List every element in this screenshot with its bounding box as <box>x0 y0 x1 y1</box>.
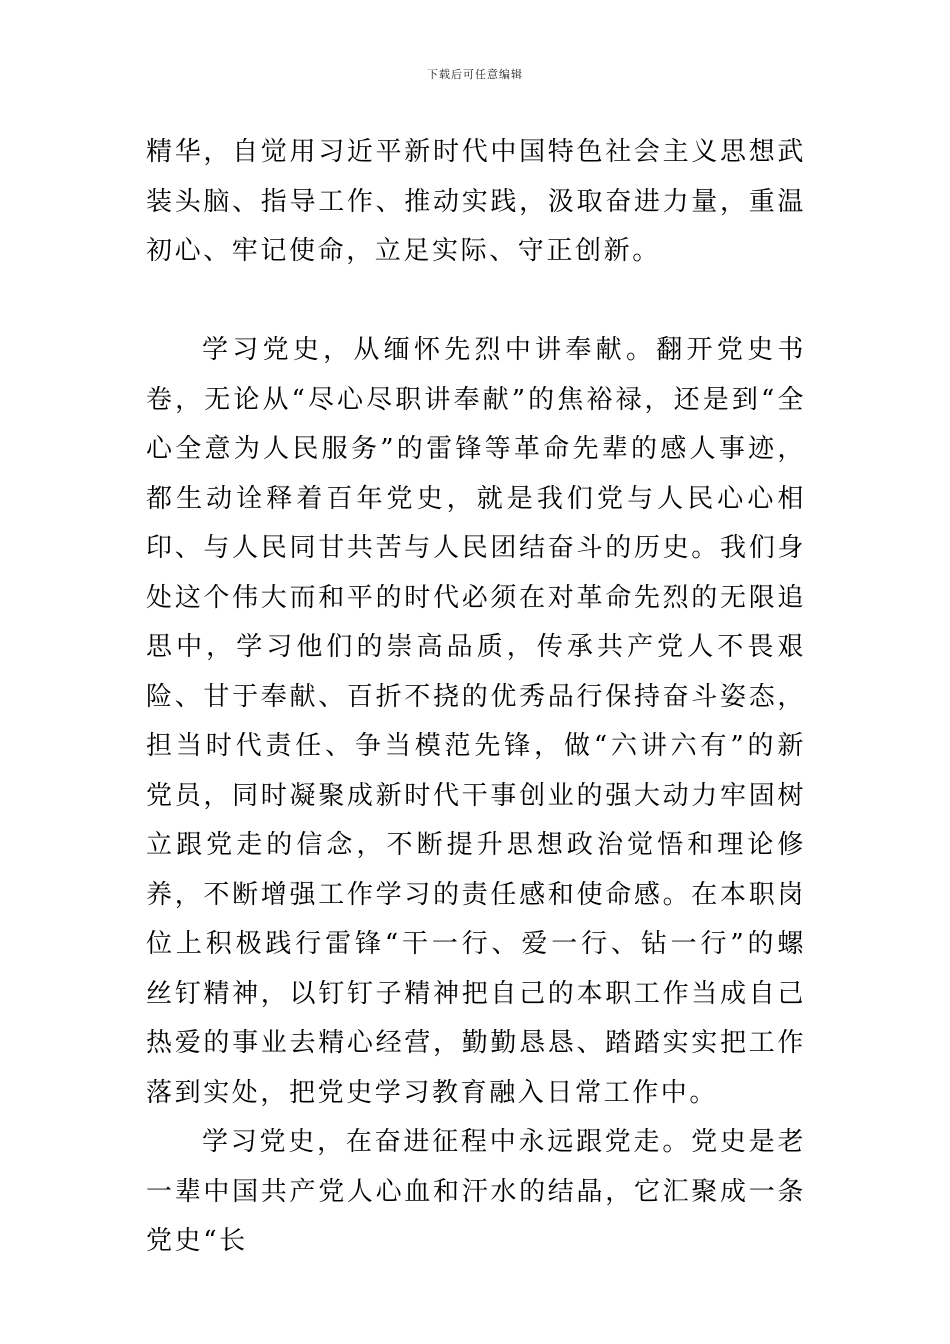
paragraph-continuation: 精华，自觉用习近平新时代中国特色社会主义思想武装头脑、指导工作、推动实践，汲取奋进力量，重温初心、牢记使命，立足实际、守正创新。 <box>146 137 806 266</box>
paragraph-follow-party: 学习党史，在奋进征程中永远跟党走。党史是老一辈中国共产党人心血和汗水的结晶，它汇聚成一条党史“长 <box>146 1127 806 1256</box>
page-header-note: 下载后可任意编辑 <box>427 68 523 81</box>
paragraph-commemorate-martyrs: 学习党史，从缅怀先烈中讲奉献。翻开党史书卷，无论从“尽心尽职讲奉献”的焦裕禄，还是到“全心全意为人民服务”的雷锋等革命先辈的感人事迹，都生动诠释着百年党史，就是我们党与人民心心相印、与人民同甘共苦与人民团结奋斗的历史。我们身处这个伟大而和平的时代必须在对革命先烈的无限追思中，学习他们的崇高品质，传承共产党人不畏艰险、甘于奉献、百折不挠的优秀品行保持奋斗姿态，担当时代责任、争当模范先锋，做“六讲六有”的新党员，同时凝聚成新时代干事创业的强大动力牢固树立跟党走的信念，不断提升思想政治觉悟和理论修养，不断增强工作学习的责任感和使命感。在本职岗位上积极践行雷锋“干一行、爱一行、钻一行”的螺丝钉精神，以钉钉子精神把自己的本职工作当成自己热爱的事业去精心经营，勤勤恳恳、踏踏实实把工作落到实处，把党史学习教育融入日常工作中。 <box>146 335 806 1108</box>
